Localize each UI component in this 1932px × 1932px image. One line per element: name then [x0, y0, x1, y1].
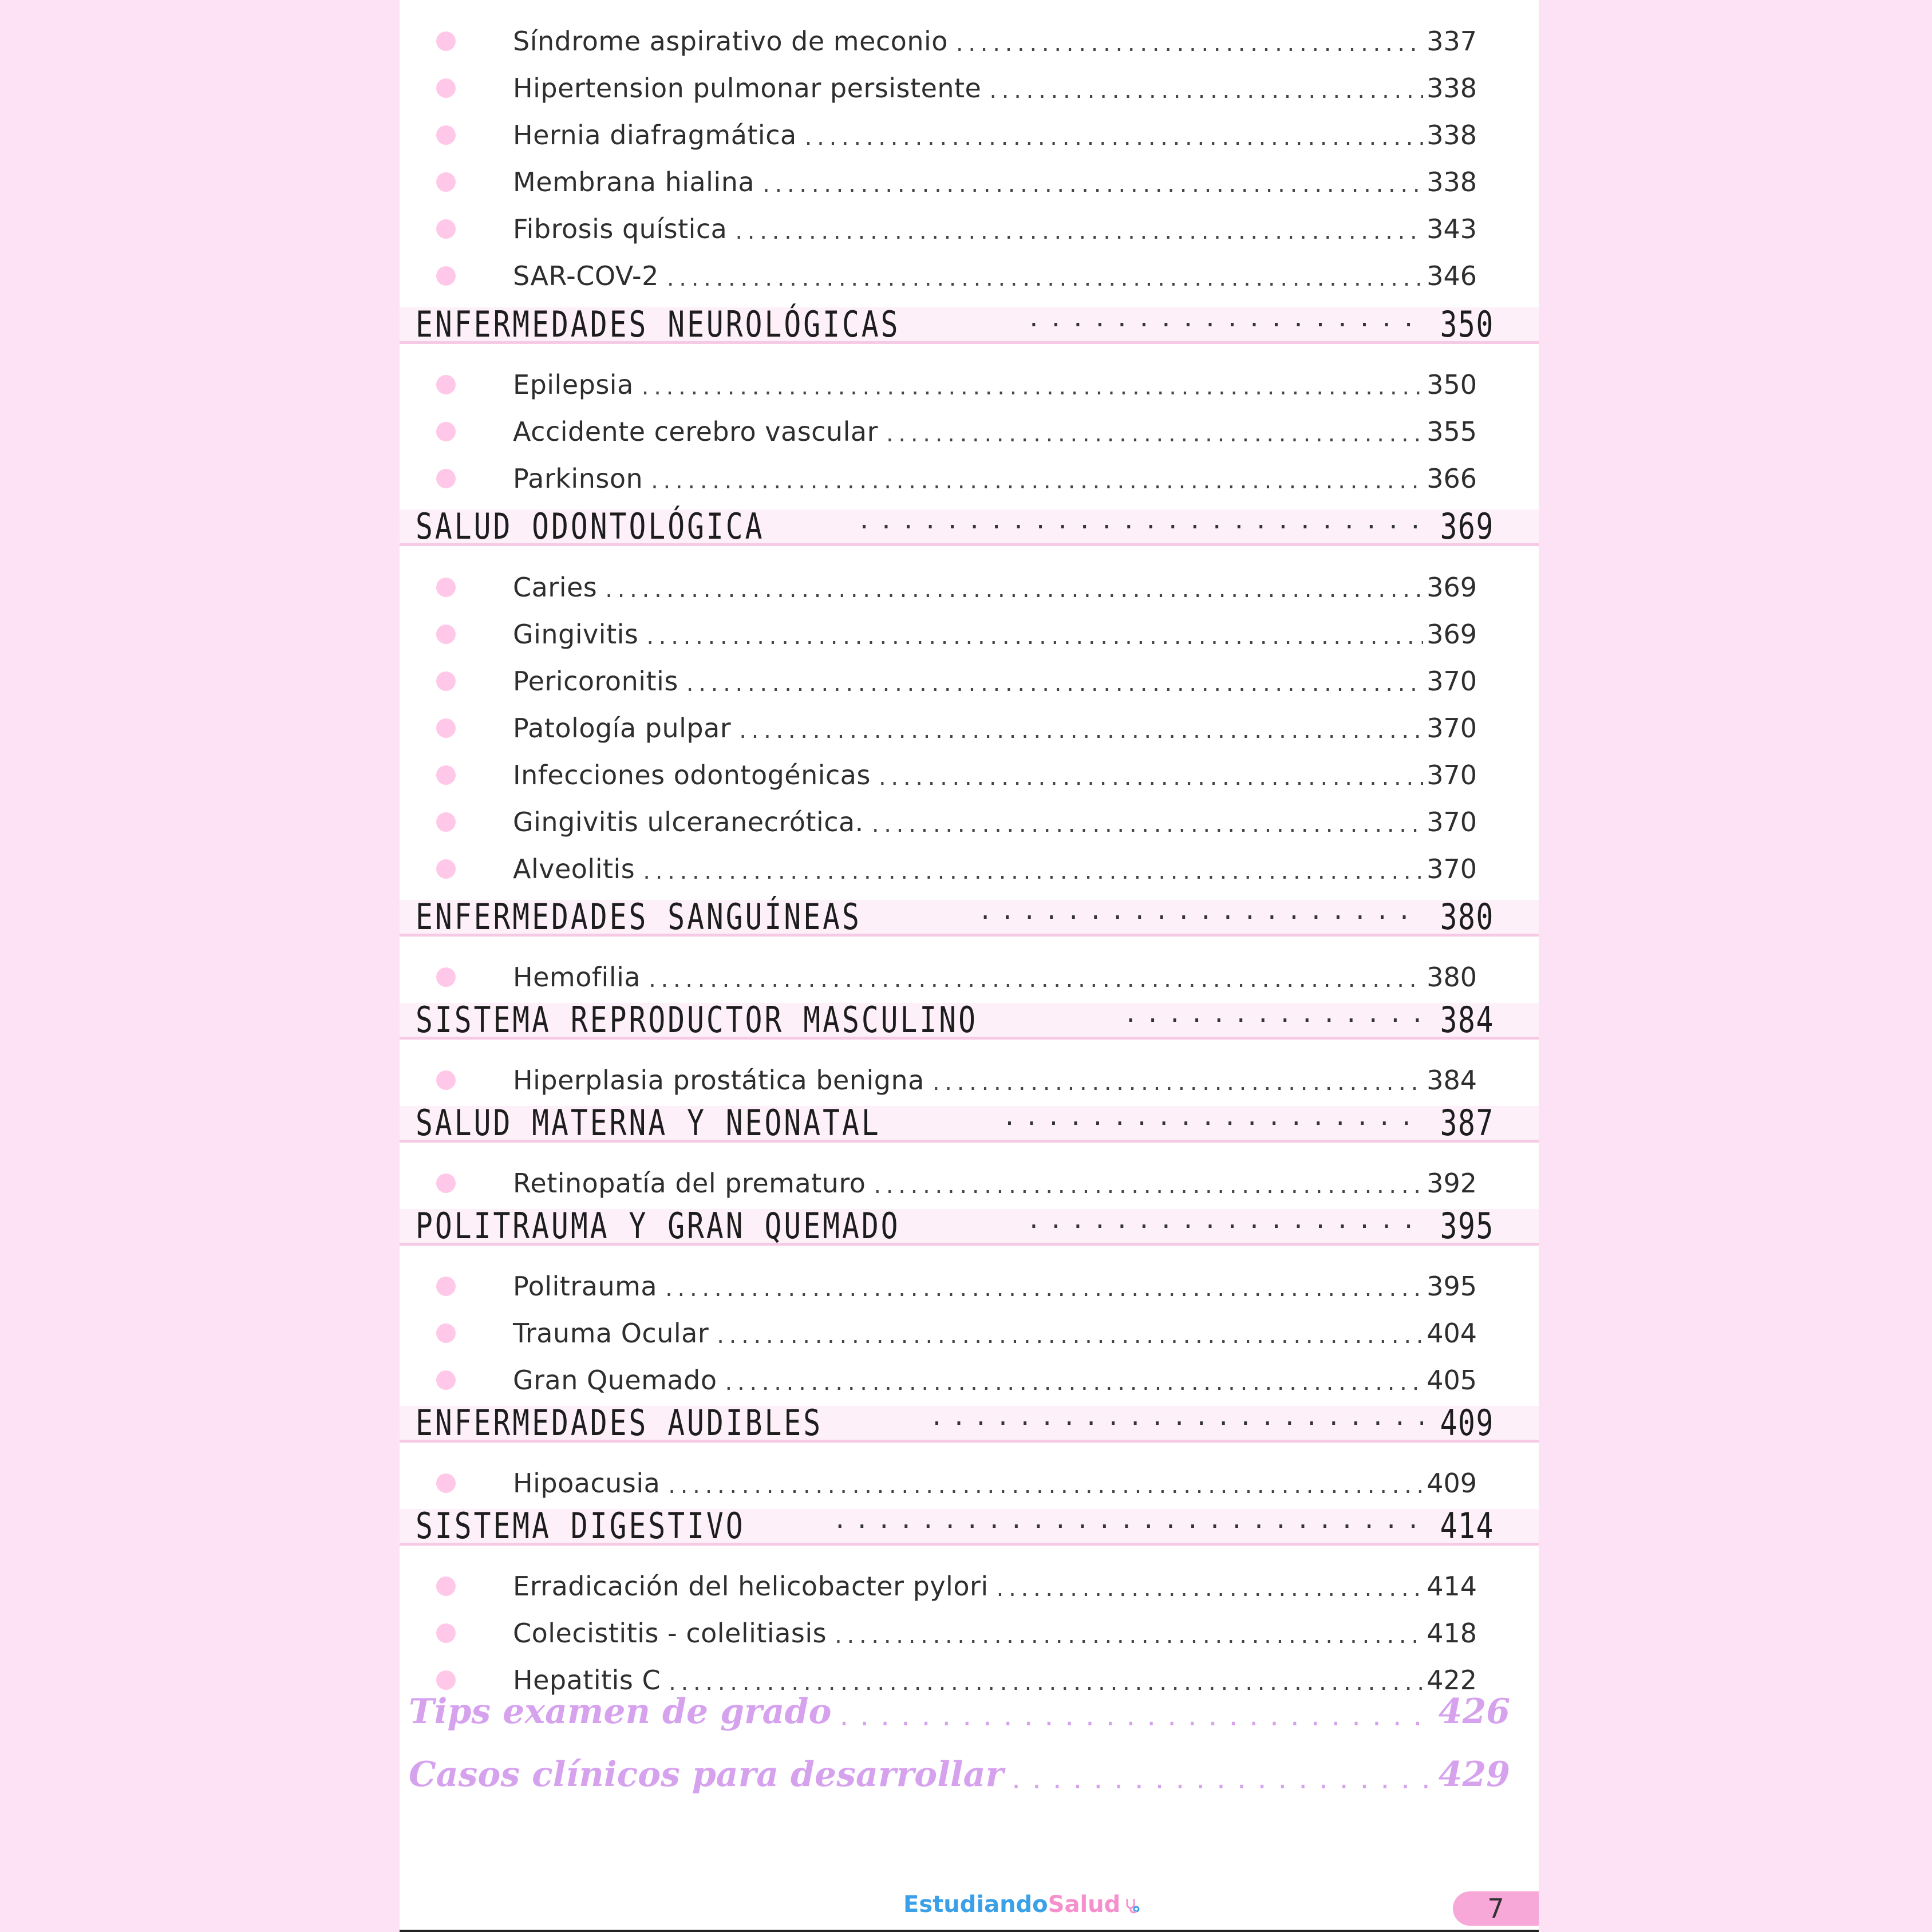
toc-entry-title: Politrauma	[513, 1271, 658, 1302]
toc-item-row	[400, 1263, 1539, 1310]
page-number: 7	[1487, 1893, 1504, 1924]
toc-entry-page: 387	[1440, 1102, 1494, 1144]
toc-item-row	[400, 112, 1539, 159]
toc-entry-page: 369	[1440, 505, 1494, 547]
dot-leader	[1005, 1100, 1423, 1140]
toc-entry-title: Membrana hialina	[513, 167, 755, 197]
toc-entry-page: 343	[1427, 214, 1477, 244]
toc-item-row	[400, 752, 1539, 799]
toc-entry-title: Infecciones odontogénicas	[513, 760, 871, 791]
toc-entry-page: 380	[1427, 962, 1477, 993]
toc-entry-title: Epilepsia	[513, 369, 634, 400]
stethoscope-icon	[1123, 1897, 1141, 1915]
toc-item-row	[400, 1160, 1539, 1207]
toc-entry-page: 414	[1440, 1505, 1494, 1547]
dot-leader	[956, 30, 1423, 65]
toc-entry-title: Hiperplasia prostática benigna	[513, 1065, 924, 1096]
toc-entry-title: Fibrosis quística	[513, 214, 728, 244]
toc-entry-title: Casos clínicos para desarrollar	[409, 1755, 1004, 1795]
toc-entry-page: 384	[1440, 999, 1494, 1041]
dot-leader	[717, 1322, 1423, 1357]
toc-entry-page: 369	[1427, 619, 1477, 650]
bullet-icon	[436, 1577, 456, 1596]
toc-entry-page: 414	[1427, 1571, 1477, 1602]
bullet-icon	[436, 1370, 456, 1390]
dot-leader	[735, 218, 1423, 252]
dot-leader	[739, 717, 1423, 752]
toc-entry-title: SALUD ODONTOLÓGICA	[416, 505, 765, 547]
bullet-icon	[436, 1277, 456, 1296]
toc-entry-title: SALUD MATERNA Y NEONATAL	[416, 1102, 881, 1144]
toc-entry-title: Accidente cerebro vascular	[513, 416, 878, 447]
toc-item-row	[400, 954, 1539, 1001]
brand-logo	[903, 1891, 1141, 1920]
toc-section-row	[400, 1402, 1539, 1444]
bullet-icon	[436, 765, 456, 785]
toc-item-row	[400, 361, 1539, 408]
toc-entry-title: Parkinson	[513, 463, 643, 494]
toc-item-row	[400, 1357, 1539, 1404]
dot-leader	[725, 1369, 1424, 1404]
bullet-icon	[436, 266, 456, 286]
dot-leader	[646, 623, 1423, 658]
toc-entry-title: ENFERMEDADES SANGUÍNEAS	[416, 896, 862, 938]
toc-item-row	[400, 1057, 1539, 1104]
toc-entry-title: Gran Quemado	[513, 1365, 717, 1396]
dot-leader	[1029, 301, 1423, 341]
dot-leader	[643, 858, 1423, 892]
bullet-icon	[436, 31, 456, 51]
toc-item-row	[400, 206, 1539, 252]
dot-leader	[886, 421, 1423, 455]
bullet-icon	[436, 1174, 456, 1193]
toc-entry-page: 395	[1440, 1205, 1494, 1247]
toc-entry-page: 350	[1440, 303, 1494, 345]
toc-section-row	[400, 505, 1539, 547]
toc-item-row	[400, 1610, 1539, 1657]
toc-entry-page: 405	[1427, 1365, 1477, 1396]
bullet-icon	[436, 422, 456, 441]
bullet-icon	[436, 469, 456, 488]
toc-entry-page: 366	[1427, 463, 1477, 494]
toc-entry-title: Hipoacusia	[513, 1468, 661, 1499]
toc-extra-row	[400, 1746, 1539, 1803]
toc-item-row	[400, 252, 1539, 299]
toc-entry-page: 392	[1427, 1168, 1477, 1199]
toc-entry-title: SISTEMA REPRODUCTOR MASCULINO	[416, 999, 978, 1041]
dot-leader	[874, 1172, 1423, 1207]
document-page	[400, 0, 1539, 1932]
toc-entry-page: 338	[1427, 73, 1477, 104]
dot-leader	[1012, 1762, 1435, 1803]
dot-leader	[805, 124, 1423, 159]
bullet-icon	[436, 125, 456, 145]
dot-leader	[686, 670, 1423, 705]
toc-entry-page: 404	[1427, 1318, 1477, 1349]
dot-leader	[933, 1069, 1423, 1104]
dot-leader	[981, 894, 1423, 934]
toc-entry-title: SAR-COV-2	[513, 260, 659, 291]
toc-entry-page: 429	[1438, 1755, 1510, 1795]
toc-entry-page: 409	[1440, 1402, 1494, 1444]
dot-leader	[762, 171, 1423, 206]
toc-entry-title: Hernia diafragmática	[513, 120, 797, 151]
toc-section-row	[400, 1205, 1539, 1247]
toc-entry-page: 370	[1427, 713, 1477, 744]
bullet-icon	[436, 219, 456, 239]
toc-entry-title: Retinopatía del prematuro	[513, 1168, 866, 1199]
toc-item-row	[400, 799, 1539, 846]
toc-entry-title: Gingivitis ulceranecrótica.	[513, 807, 864, 837]
dot-leader	[665, 1275, 1423, 1310]
dot-leader	[1029, 1203, 1423, 1243]
bullet-icon	[436, 625, 456, 644]
toc-item-row	[400, 1310, 1539, 1357]
dot-leader	[933, 1400, 1423, 1440]
toc-section-row	[400, 999, 1539, 1041]
dot-leader	[1127, 997, 1424, 1037]
toc-entry-page: 370	[1427, 807, 1477, 837]
toc-item-row	[400, 705, 1539, 752]
toc-entry-page: 369	[1427, 572, 1477, 603]
toc-item-row	[400, 1563, 1539, 1610]
toc-entry-title: Hepatitis C	[513, 1665, 661, 1696]
dot-leader	[997, 1575, 1424, 1610]
dot-leader	[872, 811, 1423, 846]
bullet-icon	[436, 859, 456, 879]
dot-leader	[667, 265, 1423, 299]
toc-item-row	[400, 564, 1539, 611]
dot-leader	[642, 374, 1423, 408]
bullet-icon	[436, 1623, 456, 1643]
toc-entry-page: 337	[1427, 26, 1477, 57]
bullet-icon	[436, 172, 456, 192]
toc-entry-page: 346	[1427, 260, 1477, 291]
toc-entry-page: 409	[1427, 1468, 1477, 1499]
toc-entry-title: Patología pulpar	[513, 713, 732, 744]
dot-leader	[651, 468, 1423, 502]
toc-item-row	[400, 408, 1539, 455]
bullet-icon	[436, 78, 456, 98]
toc-entry-page: 422	[1427, 1665, 1477, 1696]
dot-leader	[840, 1699, 1435, 1740]
toc-entry-title: ENFERMEDADES AUDIBLES	[416, 1402, 823, 1444]
dot-leader	[879, 764, 1423, 799]
bullet-icon	[436, 1070, 456, 1090]
toc-entry-page: 355	[1427, 416, 1477, 447]
toc-item-row	[400, 65, 1539, 112]
toc-entry-title: Colecistitis - colelitiasis	[513, 1618, 827, 1649]
toc-entry-title: Pericoronitis	[513, 666, 678, 697]
page-bottom-border	[400, 1930, 1539, 1932]
bullet-icon	[436, 967, 456, 987]
dot-leader	[835, 1622, 1423, 1657]
brand-logo-part2: Salud	[1048, 1891, 1121, 1918]
toc-section-row	[400, 1102, 1539, 1144]
toc-entry-title: Trauma Ocular	[513, 1318, 709, 1349]
toc-extra-row	[400, 1683, 1539, 1740]
toc-entry-page: 426	[1438, 1692, 1510, 1732]
dot-leader	[649, 966, 1423, 1001]
toc-entry-title: Hemofilia	[513, 962, 641, 993]
toc-entry-title: ENFERMEDADES NEUROLÓGICAS	[416, 303, 900, 345]
bullet-icon	[436, 1473, 456, 1493]
toc-item-row	[400, 658, 1539, 705]
toc-entry-page: 338	[1427, 167, 1477, 197]
toc-section-row	[400, 896, 1539, 938]
toc-item-row	[400, 1460, 1539, 1507]
toc-entry-page: 370	[1427, 854, 1477, 884]
toc-entry-page: 418	[1427, 1618, 1477, 1649]
toc-item-row	[400, 18, 1539, 65]
toc-item-row	[400, 611, 1539, 658]
toc-entry-title: Síndrome aspirativo de meconio	[513, 26, 948, 57]
toc-entry-page: 338	[1427, 120, 1477, 151]
toc-entry-title: POLITRAUMA Y GRAN QUEMADO	[416, 1205, 900, 1247]
bullet-icon	[436, 812, 456, 832]
toc-entry-title: Caries	[513, 572, 598, 603]
toc-entry-page: 370	[1427, 666, 1477, 697]
toc-entry-page: 380	[1440, 896, 1494, 938]
toc-entry-title: SISTEMA DIGESTIVO	[416, 1505, 745, 1547]
dot-leader	[989, 77, 1423, 112]
toc-entry-title: Erradicación del helicobacter pylori	[513, 1571, 989, 1602]
toc-entry-page: 395	[1427, 1271, 1477, 1302]
toc-item-row	[400, 846, 1539, 892]
toc-section-row	[400, 1505, 1539, 1547]
bullet-icon	[436, 671, 456, 691]
dot-leader	[668, 1472, 1423, 1507]
toc-entry-page: 384	[1427, 1065, 1477, 1096]
dot-leader	[860, 503, 1423, 543]
bullet-icon	[436, 718, 456, 738]
bullet-icon	[436, 1323, 456, 1343]
toc-entry-title: Alveolitis	[513, 854, 635, 884]
brand-logo-part1: Estudiando	[903, 1891, 1048, 1918]
toc-entry-title: Gingivitis	[513, 619, 639, 650]
bullet-icon	[436, 578, 456, 597]
page-number-tab	[1453, 1891, 1539, 1926]
toc-entry-page: 370	[1427, 760, 1477, 791]
dot-leader	[836, 1503, 1423, 1543]
bullet-icon	[436, 375, 456, 394]
toc-entry-page: 350	[1427, 369, 1477, 400]
dot-leader	[605, 576, 1423, 611]
toc-item-row	[400, 455, 1539, 502]
toc-entry-title: Hipertension pulmonar persistente	[513, 73, 982, 104]
toc-entry-title: Tips examen de grado	[409, 1692, 832, 1732]
toc-section-row	[400, 303, 1539, 345]
toc-item-row	[400, 159, 1539, 206]
